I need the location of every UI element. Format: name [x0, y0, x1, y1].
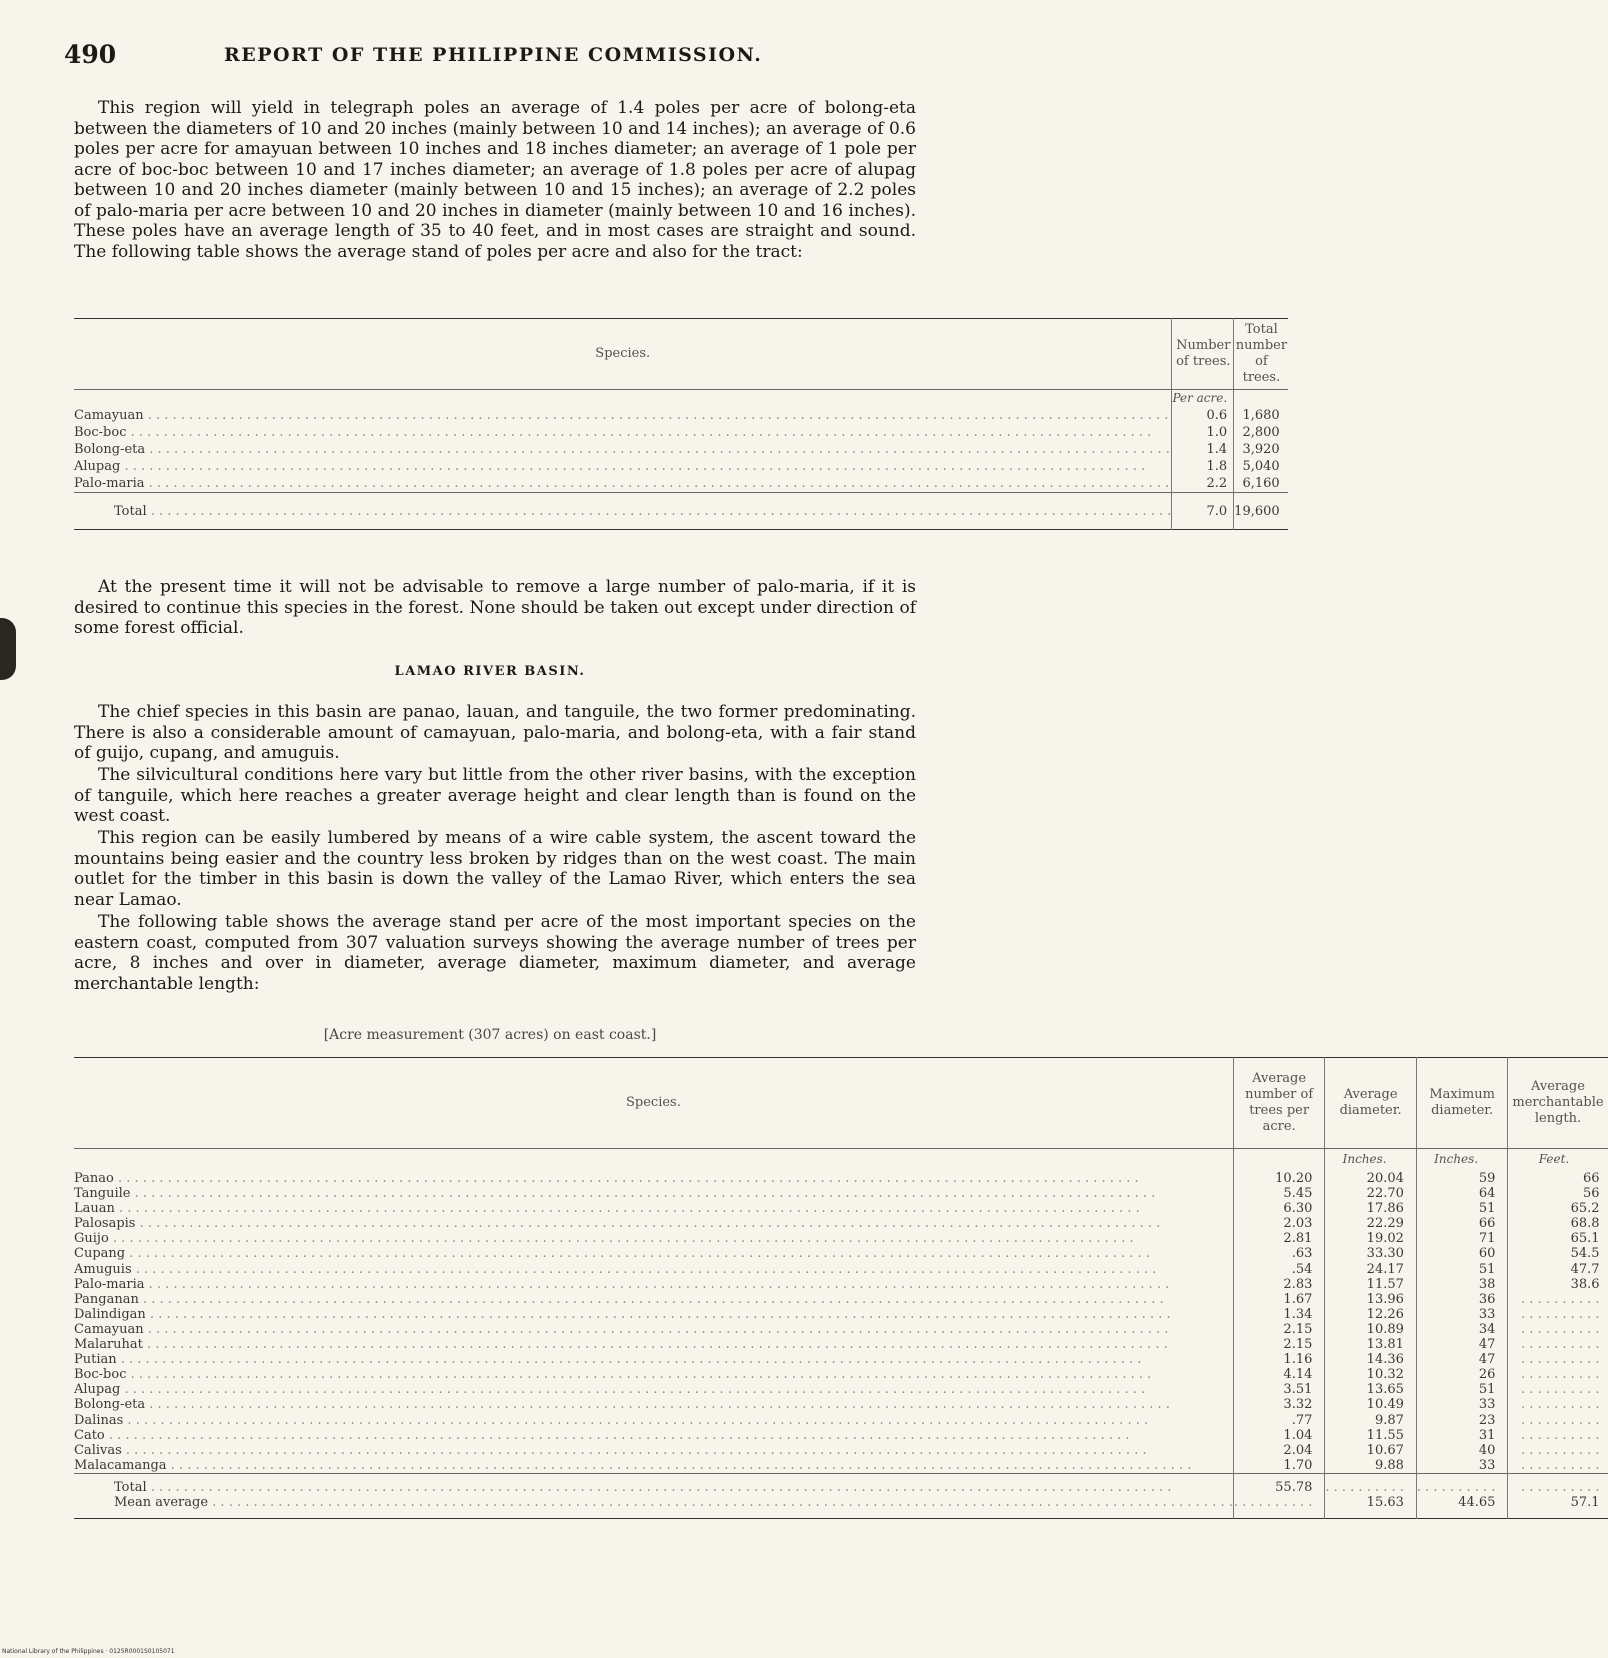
- col-header-avg-trees: Average number of trees per acre.: [1233, 1058, 1325, 1149]
- max-diameter: 38: [1416, 1277, 1508, 1292]
- table-row: [74, 1382, 1608, 1397]
- table-row: [74, 1413, 1608, 1428]
- avg-length: 68.8: [1508, 1216, 1608, 1231]
- avg-length: 47.7: [1508, 1262, 1608, 1277]
- max-diameter: 47: [1416, 1337, 1508, 1352]
- table-row: [74, 1216, 1608, 1231]
- col-header-species: Species.: [74, 1058, 1233, 1149]
- table-row: [74, 1262, 1608, 1277]
- total-label: Total . . .: [114, 1480, 1233, 1495]
- species-name: Lauan . . .: [74, 1201, 1233, 1216]
- max-diameter: 64: [1416, 1186, 1508, 1201]
- avg-diameter: 14.36: [1325, 1352, 1417, 1367]
- avg-diameter: 20.04: [1325, 1171, 1417, 1186]
- avg-diameter: 22.29: [1325, 1216, 1417, 1231]
- table-row: [74, 1428, 1608, 1443]
- avg-length: 54.5: [1508, 1246, 1608, 1261]
- avg-length-blank: [1508, 1428, 1608, 1443]
- max-diameter: 31: [1416, 1428, 1508, 1443]
- total-trees: 5,040: [1242, 459, 1280, 474]
- total-trees: 19,600: [1234, 493, 1288, 530]
- paragraph-palo-maria: At the present time it will not be advisable to remove a large number of palo-maria, if it is desired to continue this species in the forest. None should be taken out except under direction of some forest official.: [74, 577, 916, 638]
- max-diameter: 33: [1416, 1307, 1508, 1322]
- avg-trees: 1.16: [1233, 1352, 1325, 1367]
- table-row: [74, 475, 1288, 493]
- avg-diameter: 9.87: [1325, 1413, 1417, 1428]
- avg-diameter: 13.96: [1325, 1292, 1417, 1307]
- avg-diameter: 17.86: [1325, 1201, 1417, 1216]
- table-row: [74, 1186, 1608, 1201]
- species-name: Camayuan . . .: [74, 407, 1171, 424]
- avg-diameter: 13.81: [1325, 1337, 1417, 1352]
- avg-length-blank: [1508, 1367, 1608, 1382]
- species-name: Palo-maria . . .: [74, 1277, 1233, 1292]
- avg-length: 38.6: [1508, 1277, 1608, 1292]
- max-diameter: 51: [1416, 1201, 1508, 1216]
- max-diameter: 33: [1416, 1397, 1508, 1412]
- east-coast-table: [74, 1057, 1608, 1519]
- avg-length-blank: [1508, 1307, 1608, 1322]
- species-name: Malacamanga . . .: [74, 1458, 1233, 1473]
- species-name: Alupag . . .: [74, 458, 1171, 475]
- species-name: Bolong-eta . . .: [74, 1397, 1233, 1412]
- mean-avg-length: 57.1: [1508, 1495, 1608, 1519]
- table-row: [74, 441, 1288, 458]
- avg-trees: 1.34: [1233, 1307, 1325, 1322]
- avg-trees: 2.15: [1233, 1322, 1325, 1337]
- total-trees: 6,160: [1242, 476, 1280, 491]
- species-name: Putian . . .: [74, 1352, 1233, 1367]
- total-label: Total . . .: [114, 503, 1171, 520]
- trees-per-acre: 2.2: [1172, 475, 1234, 493]
- table-total-row: [74, 493, 1288, 530]
- avg-trees: 2.03: [1233, 1216, 1325, 1231]
- avg-length-blank: [1508, 1443, 1608, 1458]
- col-header-number: Number of trees.: [1172, 319, 1234, 390]
- avg-diameter: 10.67: [1325, 1443, 1417, 1458]
- species-name: Cupang . . .: [74, 1246, 1233, 1261]
- max-diameter: 23: [1416, 1413, 1508, 1428]
- table-caption: [Acre measurement (307 acres) on east coast.]: [323, 1027, 657, 1043]
- avg-length-blank: [1508, 1322, 1608, 1337]
- avg-trees: 3.32: [1233, 1397, 1325, 1412]
- avg-diameter: 13.65: [1325, 1382, 1417, 1397]
- avg-trees: 1.70: [1233, 1458, 1325, 1474]
- table-row: [74, 1277, 1608, 1292]
- mean-avg-diameter: 15.63: [1325, 1495, 1417, 1519]
- avg-diameter: 24.17: [1325, 1262, 1417, 1277]
- col-header-max-diameter: Maximum diameter.: [1416, 1058, 1508, 1149]
- species-name: Guijo . . .: [74, 1231, 1233, 1246]
- avg-trees: 4.14: [1233, 1367, 1325, 1382]
- mean-label: Mean average . . .: [114, 1495, 1233, 1510]
- species-name: Dalinas . . .: [74, 1413, 1233, 1428]
- avg-diameter: 10.32: [1325, 1367, 1417, 1382]
- table-row: [74, 424, 1288, 441]
- unit-feet: Feet.: [1538, 1152, 1570, 1167]
- avg-trees: 1.04: [1233, 1428, 1325, 1443]
- species-name: Malaruhat . . .: [74, 1337, 1233, 1352]
- paragraph-lumbering: This region can be easily lumbered by means of a wire cable system, the ascent toward the mountains being easier and the country less broken by ridges than on the west coast. The main outlet for the timber in this basin is down the valley of the Lamao River, which enters the sea near Lamao.: [74, 828, 916, 910]
- max-diameter: 51: [1416, 1382, 1508, 1397]
- avg-diameter: 10.49: [1325, 1397, 1417, 1412]
- table-row: [74, 1292, 1608, 1307]
- trees-per-acre: 0.6: [1172, 407, 1234, 424]
- avg-diameter: 9.88: [1325, 1458, 1417, 1474]
- max-diameter: 51: [1416, 1262, 1508, 1277]
- max-diameter: 47: [1416, 1352, 1508, 1367]
- paragraph-silvicultural: The silvicultural conditions here vary but little from the other river basins, with the exception of tanguile, which here reaches a greater average height and clear length than is found on the west coast.: [74, 765, 916, 826]
- poles-table: [74, 318, 1288, 530]
- avg-trees: .63: [1233, 1246, 1325, 1261]
- avg-diameter: 12.26: [1325, 1307, 1417, 1322]
- unit-label: Per acre.: [1172, 391, 1228, 405]
- avg-trees: 2.81: [1233, 1231, 1325, 1246]
- avg-diameter: 33.30: [1325, 1246, 1417, 1261]
- avg-trees: .54: [1233, 1262, 1325, 1277]
- page-header: [64, 40, 924, 76]
- table-row: [74, 1397, 1608, 1412]
- col-header-total: Total number of trees.: [1234, 319, 1288, 390]
- table-mean-row: [74, 1495, 1608, 1519]
- species-name: Boc-boc . . .: [74, 424, 1171, 441]
- avg-length: 66: [1508, 1171, 1608, 1186]
- table-row: [74, 1307, 1608, 1322]
- avg-diameter: 11.55: [1325, 1428, 1417, 1443]
- paragraph-chief-species: The chief species in this basin are panao, lauan, and tanguile, the two former predominating. There is also a considerable amount of camayuan, palo-maria, and bolong-eta, with a fair stand of guijo, cupang, and amuguis.: [74, 702, 916, 763]
- trees-per-acre: 1.4: [1172, 441, 1234, 458]
- table-row: [74, 1171, 1608, 1186]
- avg-length-blank: [1508, 1382, 1608, 1397]
- species-name: Panao . . .: [74, 1171, 1233, 1186]
- species-name: Calivas . . .: [74, 1443, 1233, 1458]
- table-row: [74, 1352, 1608, 1367]
- paragraph-telegraph-poles: This region will yield in telegraph poles an average of 1.4 poles per acre of bolong-eta between the diameters of 10 and 20 inches (mainly between 10 and 14 inches); an average of 0.6 poles per acre for amayuan between 10 inches and 18 inches diameter; an average of 1 pole per acre of boc-boc between 10 and 17 inches diameter; an average of 1.8 poles per acre of alupag between 10 and 20 inches diameter (mainly between 10 and 15 inches); an average of 2.2 poles of palo-maria per acre between 10 and 20 inches in diameter (mainly between 10 and 16 inches). These poles have an average length of 35 to 40 feet, and in most cases are straight and sound. The following table shows the average stand of poles per acre and also for the tract:: [74, 98, 916, 262]
- avg-trees: 2.04: [1233, 1443, 1325, 1458]
- species-name: Bolong-eta . . .: [74, 441, 1171, 458]
- species-name: Boc-boc . . .: [74, 1367, 1233, 1382]
- avg-diameter: 10.89: [1325, 1322, 1417, 1337]
- table-row: [74, 1337, 1608, 1352]
- species-name: Camayuan . . .: [74, 1322, 1233, 1337]
- species-name: Cato . . .: [74, 1428, 1233, 1443]
- species-name: Tanguile . . .: [74, 1186, 1233, 1201]
- species-name: Palo-maria . . .: [74, 475, 1171, 492]
- page-number: 490: [64, 40, 117, 69]
- max-diameter: 26: [1416, 1367, 1508, 1382]
- table-total-row: [74, 1473, 1608, 1495]
- avg-trees: 10.20: [1233, 1171, 1325, 1186]
- trees-per-acre: 1.0: [1172, 424, 1234, 441]
- table-row: [74, 1443, 1608, 1458]
- avg-diameter: 19.02: [1325, 1231, 1417, 1246]
- table-row: [74, 1201, 1608, 1216]
- avg-length: 56: [1508, 1186, 1608, 1201]
- table-row: [74, 1246, 1608, 1261]
- avg-trees: .77: [1233, 1413, 1325, 1428]
- col-header-avg-diameter: Average diameter.: [1325, 1058, 1417, 1149]
- avg-diameter: 11.57: [1325, 1277, 1417, 1292]
- avg-trees: 1.67: [1233, 1292, 1325, 1307]
- paragraph-following-table: The following table shows the average stand per acre of the most important species on the eastern coast, computed from 307 valuation surveys showing the average number of trees per acre, 8 inches and over in diameter, average diameter, maximum diameter, and average merchantable length:: [74, 912, 916, 994]
- trees-per-acre: 1.8: [1172, 458, 1234, 475]
- avg-trees: 6.30: [1233, 1201, 1325, 1216]
- max-diameter: 71: [1416, 1231, 1508, 1246]
- total-trees: 1,680: [1242, 408, 1280, 423]
- species-name: Alupag . . .: [74, 1382, 1233, 1397]
- species-name: Amuguis . . .: [74, 1262, 1233, 1277]
- table-row: [74, 407, 1288, 424]
- avg-length-blank: [1508, 1413, 1608, 1428]
- avg-length-blank: [1508, 1397, 1608, 1412]
- max-diameter: 34: [1416, 1322, 1508, 1337]
- total-trees: 3,920: [1242, 442, 1280, 457]
- avg-length-blank: [1508, 1458, 1608, 1474]
- avg-trees: 2.83: [1233, 1277, 1325, 1292]
- running-head: REPORT OF THE PHILIPPINE COMMISSION.: [224, 44, 763, 66]
- species-name: Panganan . . .: [74, 1292, 1233, 1307]
- avg-length-blank: [1508, 1292, 1608, 1307]
- avg-length: 65.1: [1508, 1231, 1608, 1246]
- avg-diameter: 22.70: [1325, 1186, 1417, 1201]
- avg-trees: 3.51: [1233, 1382, 1325, 1397]
- total-number: 7.0: [1172, 493, 1234, 530]
- mean-max-diameter: 44.65: [1416, 1495, 1508, 1519]
- max-diameter: 66: [1416, 1216, 1508, 1231]
- avg-length: 65.2: [1508, 1201, 1608, 1216]
- table-row: [74, 1322, 1608, 1337]
- max-diameter: 60: [1416, 1246, 1508, 1261]
- avg-trees: 5.45: [1233, 1186, 1325, 1201]
- avg-length-blank: [1508, 1337, 1608, 1352]
- total-avg-trees: 55.78: [1233, 1473, 1325, 1495]
- avg-length-blank: [1508, 1352, 1608, 1367]
- table-row: [74, 458, 1288, 475]
- max-diameter: 59: [1416, 1171, 1508, 1186]
- species-name: Dalindigan . . .: [74, 1307, 1233, 1322]
- species-name: Palosapis . . .: [74, 1216, 1233, 1231]
- table-row: [74, 1231, 1608, 1246]
- table-row: [74, 1458, 1608, 1474]
- unit-inches: Inches.: [1434, 1152, 1479, 1167]
- avg-trees: 2.15: [1233, 1337, 1325, 1352]
- section-heading: LAMAO RIVER BASIN.: [394, 664, 586, 679]
- library-credit: National Library of the Philippines · 0125R0001S0105071: [2, 1648, 175, 1655]
- unit-inches: Inches.: [1342, 1152, 1387, 1167]
- max-diameter: 33: [1416, 1458, 1508, 1474]
- col-header-avg-length: Average merchantable length.: [1508, 1058, 1608, 1149]
- col-header-species: Species.: [74, 319, 1172, 390]
- max-diameter: 36: [1416, 1292, 1508, 1307]
- table-row: [74, 1367, 1608, 1382]
- max-diameter: 40: [1416, 1443, 1508, 1458]
- total-trees: 2,800: [1242, 425, 1280, 440]
